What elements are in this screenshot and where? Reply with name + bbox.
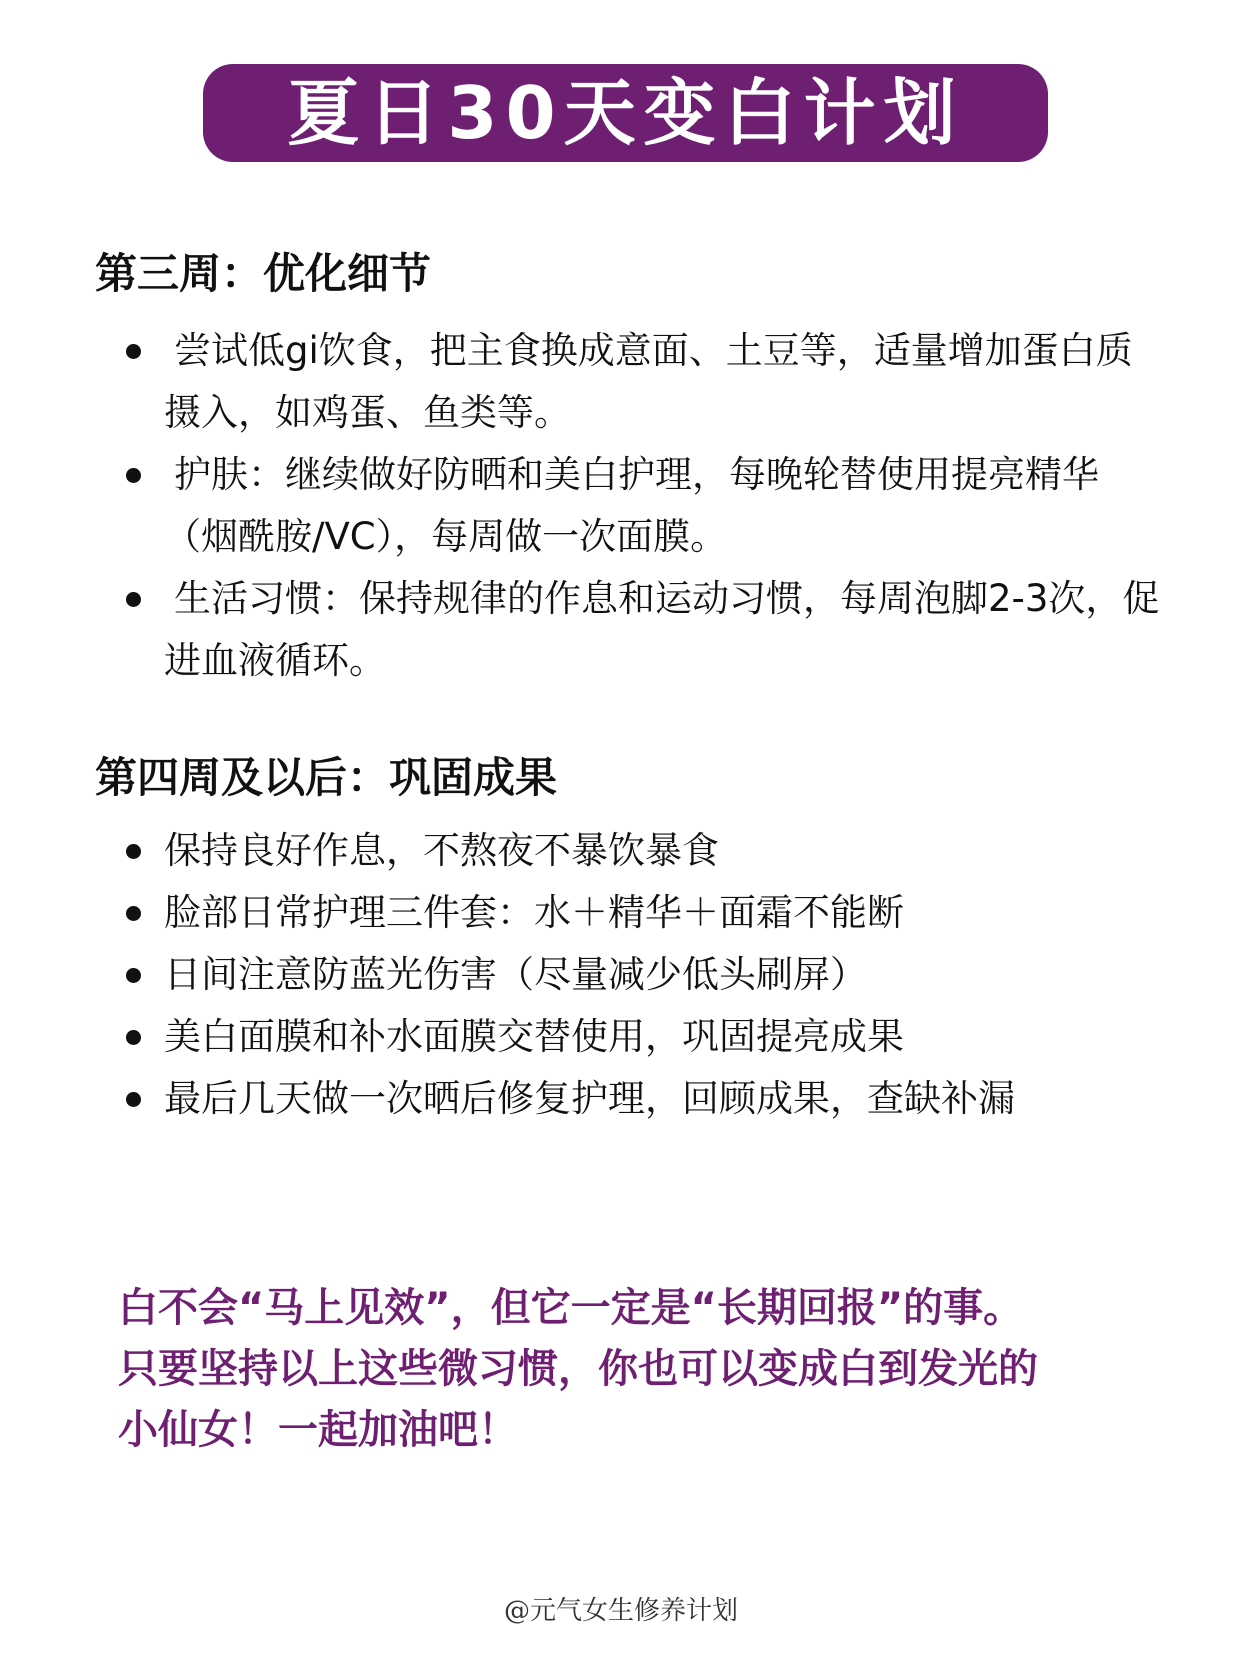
week3-heading: 第三周：优化细节 xyxy=(95,249,432,298)
list-item xyxy=(118,568,1163,692)
week4-list xyxy=(118,820,1163,1130)
conclusion-line: 只要坚持以上这些微习惯，你也可以变成白到发光的 xyxy=(118,1346,1038,1392)
footer-credit: @元气女生修养计划 xyxy=(503,1596,738,1626)
week4-heading: 第四周及以后：巩固成果 xyxy=(95,753,558,802)
page-title: 夏日30天变白计划 xyxy=(287,71,964,155)
conclusion-line: 小仙女！一起加油吧！ xyxy=(118,1407,518,1453)
bullet-icon xyxy=(126,468,141,483)
bullet-icon xyxy=(126,1030,141,1045)
list-item-text: 保持良好作息，不熬夜不暴饮暴食 xyxy=(164,829,719,872)
bullet-icon xyxy=(126,592,141,607)
conclusion-line: 白不会“马上见效”，但它一定是“长期回报”的事。 xyxy=(118,1285,1024,1331)
list-item-text: 日间注意防蓝光伤害（尽量减少低头刷屏） xyxy=(164,953,867,996)
bullet-icon xyxy=(126,1092,141,1107)
title-banner xyxy=(203,64,1048,162)
bullet-icon xyxy=(126,968,141,983)
bullet-icon xyxy=(126,906,141,921)
list-item-text: 生活习惯：保持规律的作息和运动习惯，每周泡脚2-3次，促进血液循环。 xyxy=(164,577,1160,682)
list-item-text: 脸部日常护理三件套：水＋精华＋面霜不能断 xyxy=(164,891,904,934)
list-item-text: 护肤：继续做好防晒和美白护理，每晚轮替使用提亮精华（烟酰胺/VC），每周做一次面膜。 xyxy=(164,453,1099,558)
list-item xyxy=(118,1068,1163,1130)
conclusion-text xyxy=(118,1278,1158,1461)
list-item-text: 美白面膜和补水面膜交替使用，巩固提亮成果 xyxy=(164,1015,904,1058)
list-item xyxy=(118,944,1163,1006)
list-item-text: 尝试低gi饮食，把主食换成意面、土豆等，适量增加蛋白质摄入，如鸡蛋、鱼类等。 xyxy=(164,329,1133,434)
list-item xyxy=(118,444,1163,568)
list-item xyxy=(118,1006,1163,1068)
week3-list xyxy=(118,320,1163,692)
list-item xyxy=(118,820,1163,882)
list-item xyxy=(118,882,1163,944)
bullet-icon xyxy=(126,844,141,859)
list-item xyxy=(118,320,1163,444)
list-item-text: 最后几天做一次晒后修复护理，回顾成果，查缺补漏 xyxy=(164,1077,1015,1120)
bullet-icon xyxy=(126,344,141,359)
